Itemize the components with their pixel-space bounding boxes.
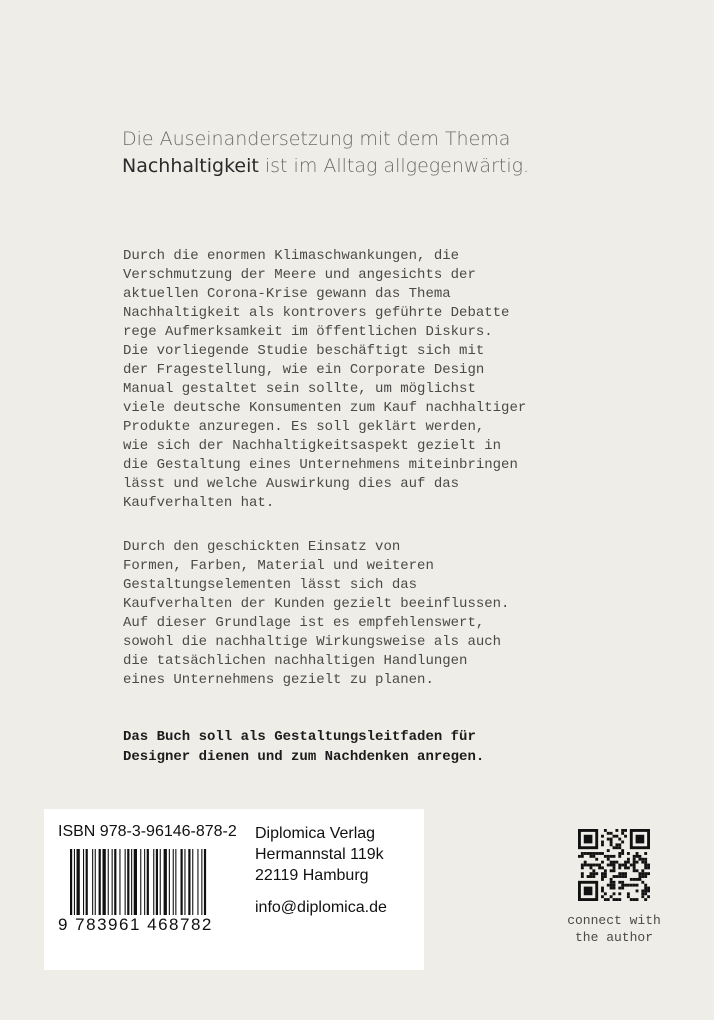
isbn-text: ISBN 978-3-96146-878-2 — [58, 823, 237, 840]
intro-highlight: Nachhaltigkeit — [122, 155, 259, 177]
publisher-address — [255, 823, 387, 918]
publisher-name: Diplomica Verlag — [255, 825, 376, 842]
publisher-city: 22119 Hamburg — [255, 867, 369, 884]
description-paragraph-1: Durch die enormen Klimaschwankungen, die Verschmutzung der Meere und angesichts der aktuellen Corona-Krise gewann das Thema Nachhaltigkeit als kontrovers geführte Debatte rege Aufmerksamkeit im öffentlichen Diskurs. Die vorliegende Studie beschäftigt sich mit der Fragestellung, wie ein Corporate Design Manual gestaltet sein sollte, um möglichst viele deutsche Konsumenten zum Kauf nachhaltiger Produkte anzuregen. Es soll geklärt werden, wie sich der Nachhaltigkeitsaspekt gezielt in die Gestaltung eines Unternehmens miteinbringen lässt und welche Auswirkung dies auf das Kaufverhalten hat. — [123, 248, 527, 511]
barcode-number: 9 783961 468782 — [58, 915, 248, 935]
intro-statement — [122, 126, 552, 180]
barcode-image — [68, 849, 248, 925]
isbn-label — [44, 809, 424, 970]
closing-statement: Das Buch soll als Gestaltungsleitfaden für Designer dienen und zum Nachdenken anregen. — [123, 729, 485, 765]
intro-text-end: ist im Alltag allgegenwärtig. — [258, 155, 530, 177]
description-paragraph-2: Durch den geschickten Einsatz von Formen, Farben, Material und weiteren Gestaltungselementen lässt sich das Kaufverhalten der Kunden gezielt beeinflussen. Auf dieser Grundlage ist es empfehlenswert, sowohl die nachhaltige Wirkungsweise als auch die tatsächlichen nachhaltigen Handlungen eines Unternehmens gezielt zu planen. — [123, 539, 510, 688]
publisher-street: Hermannstal 119k — [255, 846, 384, 863]
qr-code-image[interactable] — [578, 829, 650, 901]
publisher-email: info@diplomica.de — [255, 899, 387, 916]
intro-text-start: Die Auseinandersetzung mit dem Thema — [122, 128, 511, 150]
qr-caption: connect with the author — [567, 913, 661, 945]
